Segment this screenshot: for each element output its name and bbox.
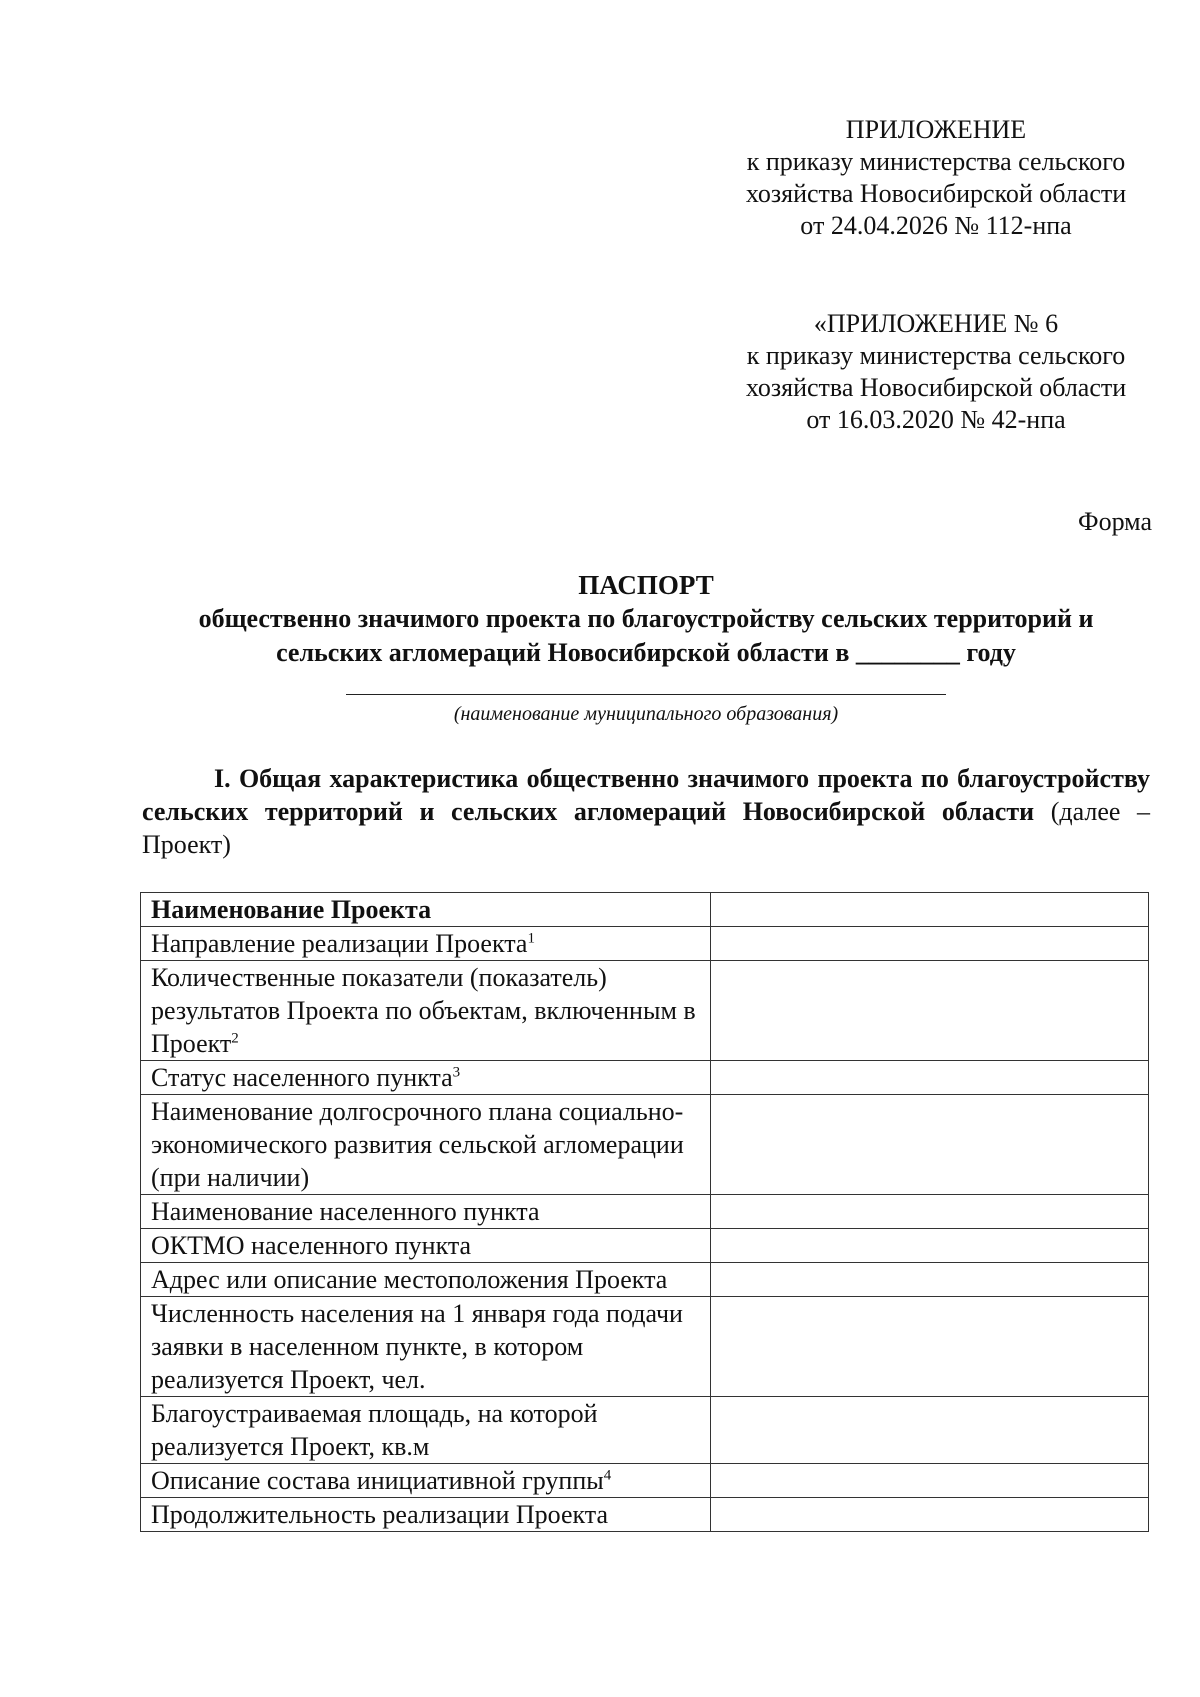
row-label-cell xyxy=(141,1229,711,1263)
footnote-marker: 1 xyxy=(527,930,535,947)
table-row xyxy=(141,893,1149,927)
row-label-cell xyxy=(141,1195,711,1229)
appendix-header-current xyxy=(726,114,1146,242)
row-label-cell xyxy=(141,961,711,1061)
row-value-cell[interactable] xyxy=(711,893,1149,927)
row-label-cell xyxy=(141,893,711,927)
row-label: Наименование населенного пункта xyxy=(151,1197,540,1226)
passport-table xyxy=(140,892,1149,1532)
row-label: ОКТМО населенного пункта xyxy=(151,1231,472,1260)
row-label-cell xyxy=(141,1061,711,1095)
section-heading xyxy=(142,762,1150,861)
row-label-cell xyxy=(141,1095,711,1195)
row-label: Адрес или описание местоположения Проекта xyxy=(151,1265,668,1294)
row-value-cell[interactable] xyxy=(711,1229,1149,1263)
row-value-cell[interactable] xyxy=(711,1263,1149,1297)
footnote-marker: 3 xyxy=(452,1064,461,1081)
table-row xyxy=(141,1195,1149,1229)
appendix-line: к приказу министерства сельского xyxy=(746,341,1126,370)
appendix-line: хозяйства Новосибирской области xyxy=(745,179,1127,208)
row-label-cell xyxy=(141,1498,711,1532)
appendix-line: к приказу министерства сельского xyxy=(746,147,1126,176)
row-label: Направление реализации Проекта xyxy=(151,929,528,958)
appendix-date: от 16.03.2020 № 42-нпа xyxy=(806,405,1066,434)
row-label: Количественные показатели (показатель) результатов Проекта по объектам, включенным в Проект xyxy=(151,963,696,1058)
appendix-title: «ПРИЛОЖЕНИЕ № 6 xyxy=(813,309,1059,338)
row-label-cell xyxy=(141,1297,711,1397)
table-row xyxy=(141,1229,1149,1263)
row-value-cell[interactable] xyxy=(711,961,1149,1061)
appendix-line: хозяйства Новосибирской области xyxy=(745,373,1127,402)
row-label-cell xyxy=(141,1263,711,1297)
row-label: Благоустраиваемая площадь, на которой реализуется Проект, кв.м xyxy=(151,1399,598,1461)
row-label-cell xyxy=(141,927,711,961)
row-label: Описание состава инициативной группы xyxy=(151,1466,604,1495)
table-row xyxy=(141,1095,1149,1195)
appendix-title: ПРИЛОЖЕНИЕ xyxy=(845,115,1027,144)
municipality-caption: (наименование муниципального образования) xyxy=(453,703,839,725)
document-title-block xyxy=(142,568,1150,670)
row-label: Численность населения на 1 января года подачи заявки в населенном пункте, в котором реализуется Проект, чел. xyxy=(151,1299,683,1394)
table-row xyxy=(141,1464,1149,1498)
table-row xyxy=(141,961,1149,1061)
section-heading-normal: (далее – Проект) xyxy=(142,797,1150,859)
row-label: Наименование долгосрочного плана социально-экономического развития сельской агломерации (при наличии) xyxy=(151,1097,684,1192)
row-label: Продолжительность реализации Проекта xyxy=(151,1500,609,1529)
table-row xyxy=(141,1061,1149,1095)
row-label-cell xyxy=(141,1464,711,1498)
table-row xyxy=(141,1263,1149,1297)
table-row xyxy=(141,927,1149,961)
table-row xyxy=(141,1498,1149,1532)
table-row xyxy=(141,1297,1149,1397)
footnote-marker: 2 xyxy=(231,1030,239,1047)
row-value-cell[interactable] xyxy=(711,1195,1149,1229)
document-subtitle-line: общественно значимого проекта по благоустройству сельских территорий и xyxy=(198,604,1094,633)
appendix-date: от 24.04.2026 № 112-нпа xyxy=(800,211,1072,240)
document-subtitle-line: сельских агломераций Новосибирской области в ________ году xyxy=(276,638,1016,667)
row-value-cell[interactable] xyxy=(711,927,1149,961)
row-value-cell[interactable] xyxy=(711,1297,1149,1397)
row-value-cell[interactable] xyxy=(711,1061,1149,1095)
form-label: Форма xyxy=(1078,507,1152,536)
document-title: ПАСПОРТ xyxy=(578,570,714,600)
row-value-cell[interactable] xyxy=(711,1464,1149,1498)
row-label: Статус населенного пункта xyxy=(151,1063,453,1092)
table-row xyxy=(141,1397,1149,1464)
appendix-header-original xyxy=(726,308,1146,436)
row-value-cell[interactable] xyxy=(711,1095,1149,1195)
row-value-cell[interactable] xyxy=(711,1397,1149,1464)
row-label: Наименование Проекта xyxy=(151,895,432,924)
row-label-cell xyxy=(141,1397,711,1464)
footnote-marker: 4 xyxy=(603,1467,612,1484)
row-value-cell[interactable] xyxy=(711,1498,1149,1532)
municipality-blank-line xyxy=(346,694,946,695)
section-heading-bold: I. Общая характеристика общественно значимого проекта по благоустройству сельских территорий и сельских агломераций Новосибирской области xyxy=(142,764,1150,826)
